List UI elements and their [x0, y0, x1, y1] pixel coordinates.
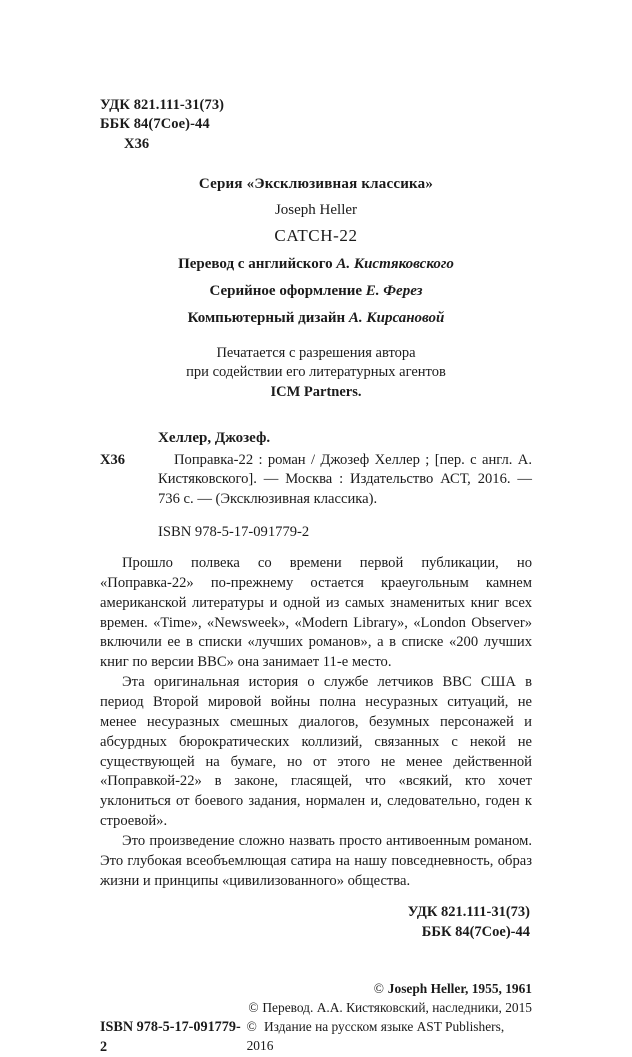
series-design-credit	[100, 283, 532, 300]
classification-block	[100, 96, 532, 154]
annotation-paragraph-3: Это произведение сложно назвать просто антивоенным романом. Это глубокая всеобъемлющая сатира на нашу повседневность, образ жизни и принципы «цивилизованного» общества.	[100, 832, 532, 889]
isbn-primary: ISBN 978-5-17-091779-2	[158, 524, 310, 541]
classification-codes-repeat	[100, 903, 532, 942]
series-design-label: Серийное оформление	[209, 282, 363, 299]
permission-line-2: при содействии его литературных агентов	[186, 364, 446, 381]
title-original: CATCH-22	[274, 225, 358, 245]
author-original-name: Joseph Heller	[274, 201, 358, 218]
copyright-symbol-icon: ©	[246, 1018, 257, 1034]
udk-line: УДК 821.111-31(73)	[100, 97, 225, 113]
cip-author: Хеллер, Джозеф.	[158, 429, 271, 446]
annotation-paragraph-2: Эта оригинальная история о службе летчиков ВВС США в период Второй мировой войны полна несуразных ситуаций, не менее несуразных смешных диалогов, безумных персонажей и абсурдных бюрократических коллизий, связанных с некой не существующей на бумаге, но от этого не менее действенной «Поправкой-22» в законе, гласящей, что «всякий, кто хочет уклониться от боевого задания, нормален и, следовательно, годен к строевой».	[100, 674, 532, 830]
series-title: Серия «Эксклюзивная классика»	[198, 175, 434, 192]
bbk-line: ББК 84(7Сое)-44	[100, 116, 210, 133]
shelf-code-line: Х36	[124, 135, 150, 152]
udk-line-repeat: УДК 821.111-31(73)	[407, 904, 530, 921]
copyright-holder-publisher: Издание на русском языке AST Publishers, 2016	[246, 1018, 505, 1053]
copyright-row-1	[100, 979, 532, 998]
copyright-symbol-icon: ©	[373, 980, 384, 996]
copyright-holder-translation: Перевод. А.А. Кистяковский, наследники, 2015	[262, 999, 532, 1015]
annotation-block	[100, 554, 532, 891]
cip-description: Поправка-22 : роман / Джозеф Хеллер ; [пер. с англ. А. Кистяковского]. — Москва : Издательство АСТ, 2016. — 736 с. — (Эксклюзивная классика).	[158, 451, 532, 508]
computer-design-credit	[100, 310, 532, 327]
isbn-bottom: ISBN 978-5-17-091779-2	[100, 1018, 241, 1055]
copyright-row-3	[100, 1017, 532, 1057]
bbk-line-repeat: ББК 84(7Сое)-44	[421, 923, 530, 940]
literary-agency-name: ICM Partners.	[270, 383, 362, 400]
translation-credit	[100, 256, 532, 273]
copyright-block	[100, 979, 532, 1057]
permission-line-1: Печатается с разрешения автора	[216, 344, 416, 361]
cip-block	[100, 430, 532, 542]
computer-design-name: А. Кирсановой	[348, 309, 445, 326]
permission-note	[100, 344, 532, 403]
annotation-paragraph-1: Прошло полвека со времени первой публикации, но «Поправка-22» по-прежнему остается краеугольным камнем американской литературы и одной из самых знаменитых книг всех времен. «Time», «Newsweek», «Modern Library», «London Observer» включили ее в списки «лучших романов», а в списке «200 лучших книг по версии ВВС» она занимает 11-е место.	[100, 555, 532, 671]
series-block	[100, 176, 532, 403]
cip-description-wrapper	[100, 451, 532, 511]
copyright-row-2	[100, 998, 532, 1017]
translation-name: А. Кистяковского	[336, 255, 454, 272]
series-design-name: Е. Ферез	[365, 282, 423, 299]
copyright-symbol-icon: ©	[248, 999, 259, 1015]
cip-shelf-marker: Х36	[100, 451, 125, 468]
translation-label: Перевод с английского	[178, 255, 333, 272]
copyright-holder-original: Joseph Heller, 1955, 1961	[387, 980, 532, 996]
copyright-publisher-wrapper	[247, 1017, 532, 1055]
computer-design-label: Компьютерный дизайн	[187, 309, 346, 326]
